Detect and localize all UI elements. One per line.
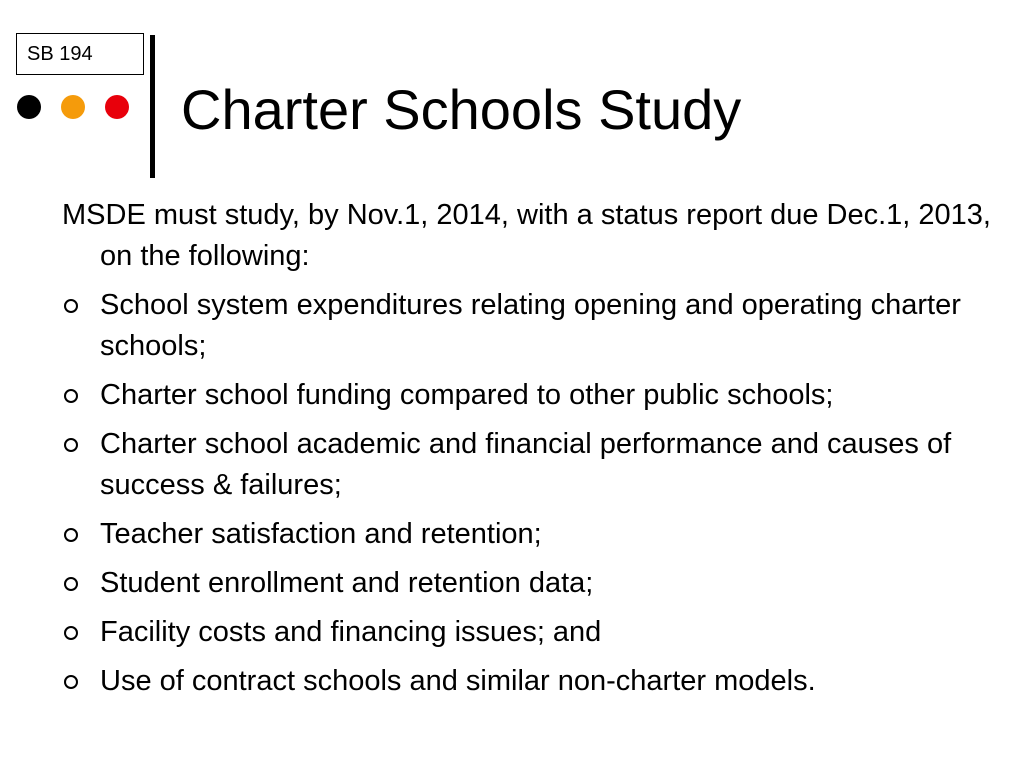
title-divider	[150, 35, 155, 178]
list-item	[62, 661, 1002, 702]
bullet-circle-icon	[64, 389, 78, 403]
slide-title: Charter Schools Study	[181, 78, 742, 141]
red-dot-icon	[105, 95, 129, 119]
bullet-circle-icon	[64, 626, 78, 640]
list-item	[62, 424, 1002, 506]
black-dot-icon	[17, 95, 41, 119]
bill-number-badge: SB 194	[16, 33, 144, 75]
list-item-text: Use of contract schools and similar non-charter models.	[100, 665, 816, 697]
list-item	[62, 514, 1002, 555]
list-item	[62, 285, 1002, 367]
slide-body	[62, 195, 1002, 710]
list-item-text: Teacher satisfaction and retention;	[100, 518, 542, 550]
list-item	[62, 612, 1002, 653]
list-item-text: Student enrollment and retention data;	[100, 567, 594, 599]
list-item-text: Facility costs and financing issues; and	[100, 616, 602, 648]
decorative-dots	[17, 95, 137, 119]
bullet-circle-icon	[64, 675, 78, 689]
list-item-text: School system expenditures relating opening and operating charter schools;	[100, 289, 961, 362]
bullet-circle-icon	[64, 438, 78, 452]
bullet-circle-icon	[64, 528, 78, 542]
orange-dot-icon	[61, 95, 85, 119]
list-item	[62, 375, 1002, 416]
bullet-circle-icon	[64, 577, 78, 591]
bullet-circle-icon	[64, 299, 78, 313]
intro-text: MSDE must study, by Nov.1, 2014, with a status report due Dec.1, 2013, on the following:	[62, 199, 991, 272]
list-item-text: Charter school academic and financial performance and causes of success & failures;	[100, 428, 952, 501]
bullet-list	[62, 285, 1002, 702]
list-item-text: Charter school funding compared to other public schools;	[100, 379, 834, 411]
list-item	[62, 563, 1002, 604]
